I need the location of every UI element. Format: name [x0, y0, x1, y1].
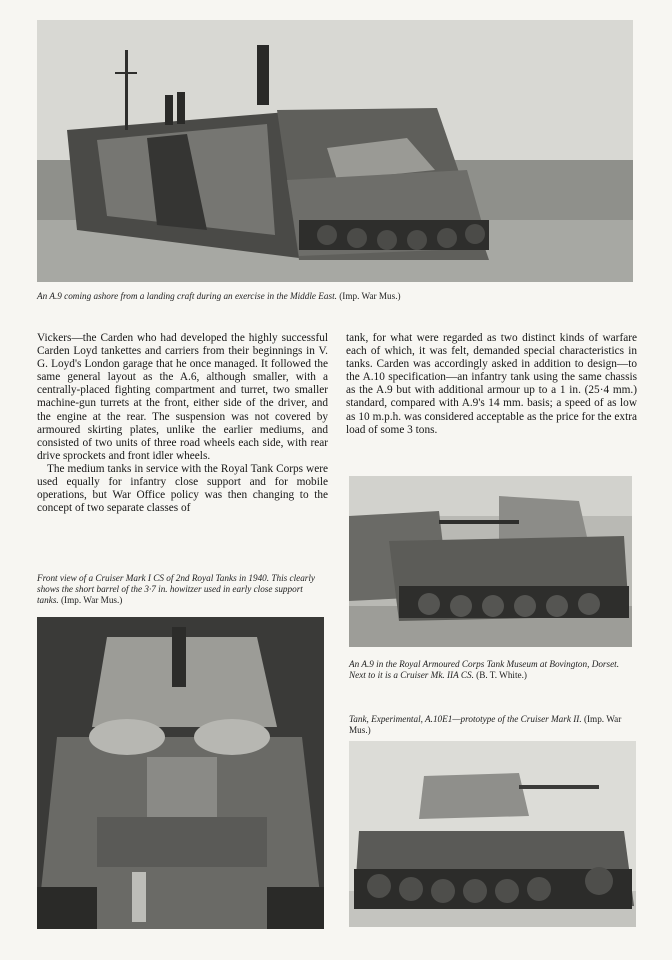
caption-prototype-text: Tank, Experimental, A.10E1—prototype of the Cruiser Mark II. [349, 714, 582, 724]
photo-prototype [349, 741, 636, 927]
photo-landing-craft [37, 20, 633, 282]
caption-museum [349, 659, 636, 681]
left-paragraph-2: The medium tanks in service with the Royal Tank Corps were used equally for infantry close support and for mobile operations, but War Office policy was then changing to the concept of two separate classes of [37, 462, 328, 515]
caption-prototype [349, 714, 636, 736]
text-column-left [37, 332, 328, 515]
caption-museum-text: An A.9 in the Royal Armoured Corps Tank Museum at Bovington, Dorset. Next to it is a Cruiser Mk. IIA CS. [349, 659, 619, 680]
caption-landing-craft-text: An A.9 coming ashore from a landing craft during an exercise in the Middle East. [37, 291, 337, 301]
photo-front-view [37, 617, 324, 929]
caption-front-view-text: Front view of a Cruiser Mark I CS of 2nd Royal Tanks in 1940. This clearly shows the short barrel of the 3·7 in. howitzer used in early close support tanks. [37, 573, 315, 605]
right-paragraph-1: tank, for what were regarded as two distinct kinds of warfare each of which, it was felt, demanded special characteristics in tanks. Carden was accordingly asked in addition to design—to the A.10 specification—an infantry tank using the same chassis as the A.9 but with additional armour up to a 1 in. (25·4 mm.) standard, compared with A.9's 14 mm. basis; a speed of as low as 10 m.p.h. was considered acceptable as the price for the extra load of some 3 tons. [346, 332, 637, 436]
caption-front-view [37, 573, 325, 606]
caption-museum-credit: (B. T. White.) [476, 670, 527, 680]
photo-museum [349, 476, 632, 647]
caption-front-view-credit: (Imp. War Mus.) [61, 595, 123, 605]
caption-landing-craft-credit: (Imp. War Mus.) [339, 291, 401, 301]
text-column-right [346, 332, 637, 437]
left-paragraph-1: Vickers—the Carden who had developed the highly successful Carden Loyd tankettes and carriers from their beginnings in V. G. Loyd's London garage that he once managed. It followed the same general layout as the A.6, although smaller, with a centrally-placed fighting compartment and turret, two smaller machine-gun turrets at the front, either side of the driver, and the engine at the rear. The suspension was not covered by armoured skirting plates, unlike the earlier mediums, and consisted of two units of three road wheels each side, with rear drive sprockets and front idler wheels. [37, 332, 328, 462]
caption-prototype-credit: (Imp. War Mus.) [349, 714, 622, 735]
caption-landing-craft [37, 291, 637, 302]
